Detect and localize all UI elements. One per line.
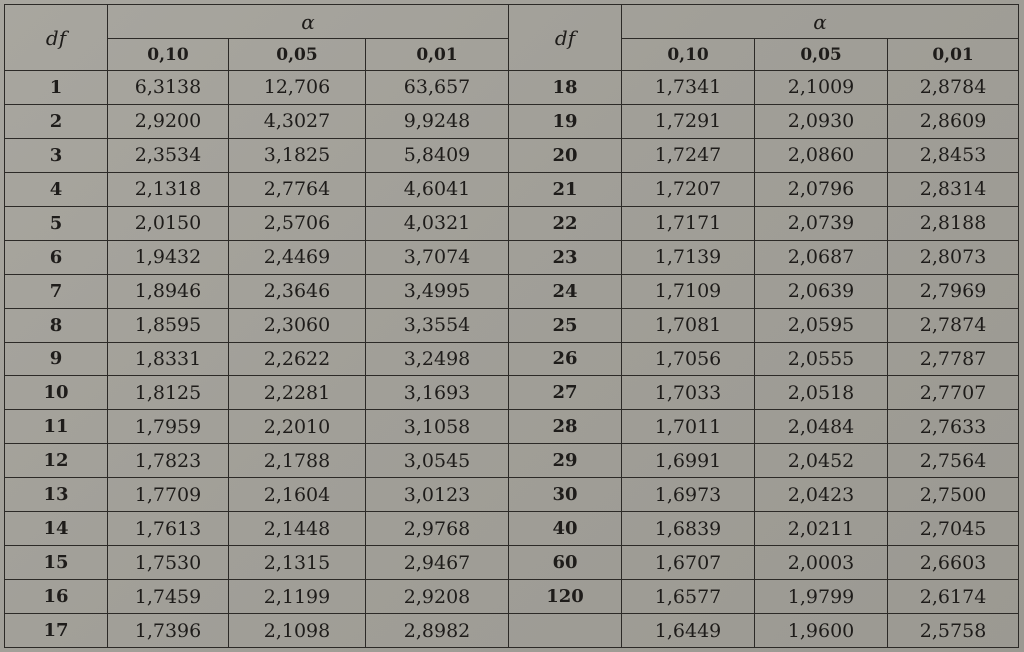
value-cell-left-2: 2,1788 [229,444,366,478]
value-cell-right-1: 1,6449 [622,614,755,648]
value-cell-right-1: 1,7011 [622,410,755,444]
value-cell-left-1: 1,7709 [108,478,229,512]
df-cell-right: 19 [509,104,622,138]
table-row [5,240,1019,274]
value-cell-right-3: 2,7564 [888,444,1019,478]
df-cell-left: 4 [5,172,108,206]
value-cell-right-2: 2,0452 [755,444,888,478]
table-row [5,342,1019,376]
value-cell-left-3: 2,9208 [366,580,509,614]
value-cell-right-1: 1,7056 [622,342,755,376]
df-cell-right: 30 [509,478,622,512]
table-row [5,614,1019,648]
value-cell-right-2: 2,0796 [755,172,888,206]
value-cell-right-2: 2,0555 [755,342,888,376]
value-cell-left-1: 2,9200 [108,104,229,138]
table-row [5,512,1019,546]
value-cell-right-2: 2,0860 [755,138,888,172]
value-cell-right-1: 1,7081 [622,308,755,342]
value-cell-right-3: 2,7500 [888,478,1019,512]
df-cell-right: 26 [509,342,622,376]
value-cell-left-1: 1,8125 [108,376,229,410]
df-cell-left: 15 [5,546,108,580]
value-cell-left-3: 3,2498 [366,342,509,376]
value-cell-left-1: 1,8331 [108,342,229,376]
value-cell-left-3: 3,1058 [366,410,509,444]
table-row [5,410,1019,444]
value-cell-left-1: 1,7959 [108,410,229,444]
df-cell-left: 10 [5,376,108,410]
value-cell-left-2: 2,7764 [229,172,366,206]
df-cell-right: 21 [509,172,622,206]
table-row [5,138,1019,172]
df-cell-right: 29 [509,444,622,478]
value-cell-left-2: 2,3060 [229,308,366,342]
df-cell-left: 17 [5,614,108,648]
value-cell-left-2: 2,1199 [229,580,366,614]
value-cell-right-1: 1,6839 [622,512,755,546]
value-cell-right-2: 1,9600 [755,614,888,648]
value-cell-left-2: 2,2281 [229,376,366,410]
value-cell-right-1: 1,7109 [622,274,755,308]
value-cell-left-1: 1,7823 [108,444,229,478]
df-header-right: df [509,5,622,71]
df-cell-left: 11 [5,410,108,444]
value-cell-right-3: 2,7969 [888,274,1019,308]
value-cell-left-2: 2,2622 [229,342,366,376]
value-cell-left-3: 3,7074 [366,240,509,274]
value-cell-right-3: 2,8188 [888,206,1019,240]
alpha-level-right-2: 0,05 [755,39,888,71]
value-cell-left-3: 3,0545 [366,444,509,478]
value-cell-right-1: 1,6973 [622,478,755,512]
value-cell-right-2: 2,0739 [755,206,888,240]
t-distribution-table [4,4,1019,648]
table-row [5,546,1019,580]
df-cell-left: 16 [5,580,108,614]
value-cell-right-1: 1,7139 [622,240,755,274]
value-cell-right-2: 2,0484 [755,410,888,444]
df-cell-left: 5 [5,206,108,240]
alpha-level-right-3: 0,01 [888,39,1019,71]
df-cell-left: 12 [5,444,108,478]
value-cell-right-1: 1,7171 [622,206,755,240]
value-cell-right-3: 2,8073 [888,240,1019,274]
value-cell-left-2: 3,1825 [229,138,366,172]
df-cell-right: 120 [509,580,622,614]
value-cell-left-1: 2,3534 [108,138,229,172]
table-row [5,274,1019,308]
alpha-header-left: α [108,5,509,39]
table-row [5,104,1019,138]
alpha-level-right-1: 0,10 [622,39,755,71]
value-cell-right-3: 2,6174 [888,580,1019,614]
value-cell-left-1: 2,0150 [108,206,229,240]
value-cell-right-2: 1,9799 [755,580,888,614]
value-cell-right-3: 2,7633 [888,410,1019,444]
value-cell-left-3: 4,0321 [366,206,509,240]
alpha-header-right: α [622,5,1019,39]
value-cell-left-2: 2,1315 [229,546,366,580]
value-cell-right-2: 2,0003 [755,546,888,580]
value-cell-right-3: 2,7874 [888,308,1019,342]
df-cell-right: 60 [509,546,622,580]
value-cell-right-3: 2,8609 [888,104,1019,138]
value-cell-left-3: 9,9248 [366,104,509,138]
header-row-alpha [5,5,1019,39]
value-cell-left-3: 3,3554 [366,308,509,342]
df-cell-left: 1 [5,71,108,105]
df-header-left: df [5,5,108,71]
value-cell-right-2: 2,0687 [755,240,888,274]
table-row [5,444,1019,478]
value-cell-right-2: 2,0211 [755,512,888,546]
value-cell-right-3: 2,8314 [888,172,1019,206]
value-cell-right-3: 2,8784 [888,71,1019,105]
df-cell-right: 23 [509,240,622,274]
df-cell-right: 20 [509,138,622,172]
value-cell-left-1: 1,7530 [108,546,229,580]
df-cell-right [509,614,622,648]
value-cell-left-3: 3,0123 [366,478,509,512]
value-cell-left-3: 4,6041 [366,172,509,206]
value-cell-right-3: 2,5758 [888,614,1019,648]
value-cell-left-2: 2,4469 [229,240,366,274]
value-cell-right-2: 2,1009 [755,71,888,105]
value-cell-left-1: 1,9432 [108,240,229,274]
df-cell-left: 3 [5,138,108,172]
value-cell-left-2: 12,706 [229,71,366,105]
value-cell-left-2: 2,1098 [229,614,366,648]
df-cell-right: 28 [509,410,622,444]
value-cell-right-2: 2,0595 [755,308,888,342]
value-cell-left-1: 1,8595 [108,308,229,342]
df-cell-right: 24 [509,274,622,308]
value-cell-right-3: 2,7787 [888,342,1019,376]
value-cell-right-2: 2,0930 [755,104,888,138]
value-cell-left-3: 2,9467 [366,546,509,580]
value-cell-right-3: 2,7707 [888,376,1019,410]
df-cell-left: 6 [5,240,108,274]
df-cell-left: 2 [5,104,108,138]
value-cell-right-1: 1,6577 [622,580,755,614]
table-row [5,206,1019,240]
alpha-level-left-2: 0,05 [229,39,366,71]
value-cell-left-2: 2,1448 [229,512,366,546]
value-cell-left-2: 2,1604 [229,478,366,512]
df-cell-right: 40 [509,512,622,546]
value-cell-right-2: 2,0639 [755,274,888,308]
value-cell-left-1: 2,1318 [108,172,229,206]
df-cell-left: 13 [5,478,108,512]
alpha-level-left-3: 0,01 [366,39,509,71]
value-cell-right-3: 2,6603 [888,546,1019,580]
alpha-level-left-1: 0,10 [108,39,229,71]
table-row [5,478,1019,512]
value-cell-right-1: 1,6707 [622,546,755,580]
value-cell-left-3: 2,9768 [366,512,509,546]
value-cell-left-1: 1,7613 [108,512,229,546]
value-cell-left-2: 2,5706 [229,206,366,240]
value-cell-left-1: 1,7396 [108,614,229,648]
value-cell-left-3: 2,8982 [366,614,509,648]
value-cell-left-3: 5,8409 [366,138,509,172]
table-row [5,172,1019,206]
table-body [5,71,1019,648]
value-cell-right-1: 1,7247 [622,138,755,172]
value-cell-left-1: 1,8946 [108,274,229,308]
value-cell-right-2: 2,0518 [755,376,888,410]
value-cell-right-1: 1,7033 [622,376,755,410]
value-cell-right-3: 2,8453 [888,138,1019,172]
df-cell-left: 8 [5,308,108,342]
value-cell-left-1: 1,7459 [108,580,229,614]
df-cell-right: 18 [509,71,622,105]
table-header [5,5,1019,71]
table-row [5,71,1019,105]
df-cell-left: 9 [5,342,108,376]
value-cell-left-3: 3,1693 [366,376,509,410]
value-cell-left-2: 2,2010 [229,410,366,444]
value-cell-right-1: 1,6991 [622,444,755,478]
value-cell-right-1: 1,7341 [622,71,755,105]
value-cell-right-1: 1,7291 [622,104,755,138]
table-row [5,308,1019,342]
df-cell-left: 7 [5,274,108,308]
value-cell-right-1: 1,7207 [622,172,755,206]
value-cell-left-2: 4,3027 [229,104,366,138]
table-row [5,580,1019,614]
df-cell-right: 25 [509,308,622,342]
value-cell-left-2: 2,3646 [229,274,366,308]
value-cell-right-3: 2,7045 [888,512,1019,546]
value-cell-left-3: 63,657 [366,71,509,105]
table-row [5,376,1019,410]
df-cell-right: 22 [509,206,622,240]
value-cell-left-1: 6,3138 [108,71,229,105]
df-cell-left: 14 [5,512,108,546]
value-cell-left-3: 3,4995 [366,274,509,308]
df-cell-right: 27 [509,376,622,410]
value-cell-right-2: 2,0423 [755,478,888,512]
